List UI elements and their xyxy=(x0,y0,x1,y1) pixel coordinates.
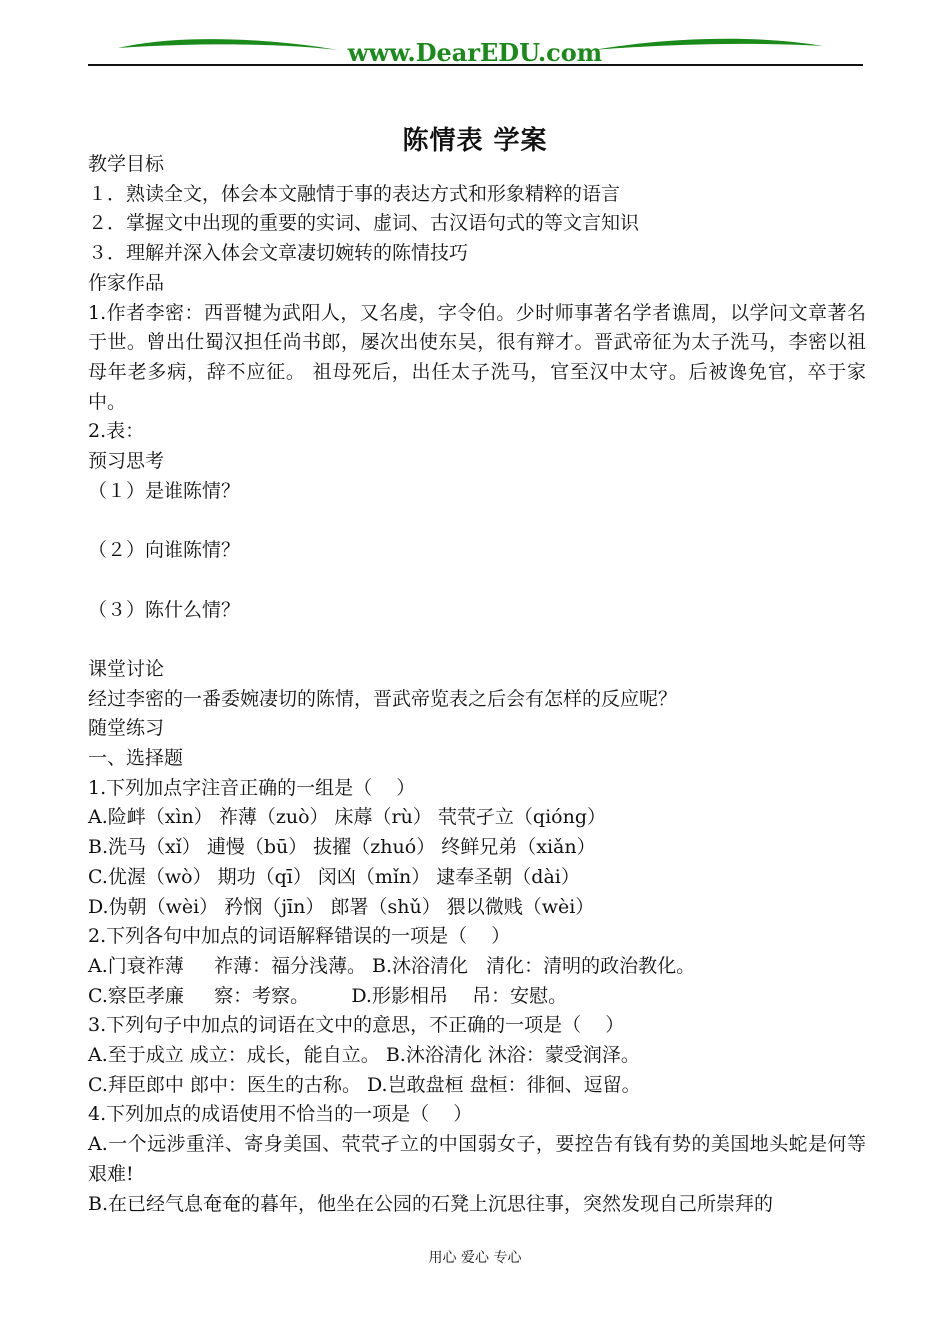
text-line: 经过李密的一番委婉凄切的陈情，晋武帝览表之后会有怎样的反应呢？ xyxy=(88,687,678,710)
page-title: 陈情表 学案 xyxy=(402,126,548,156)
text-line: （３）陈什么情？ xyxy=(88,598,241,621)
site-header xyxy=(88,30,863,70)
text-line: 预习思考 xyxy=(88,450,165,473)
text-line: 教学目标 xyxy=(88,153,165,175)
text-line: C.拜臣郎中 郎中：医生的古称。 D.岂敢盘桓 盘桓：徘徊、逗留。 xyxy=(88,1073,641,1096)
text-line: 1.作者李密：西晋犍为武阳人，又名虔，字令伯。少时师事著名学者谯周，以学问文章著名于世。曾出仕蜀汉担任尚书郎，屡次出使东吴，很有辩才。晋武帝征为太子洗马，李密以祖母年老多病，辞不应征。 祖母死后，出任太子洗马，官至汉中太守。后被谗免官，卒于家中。 xyxy=(88,301,866,413)
text-line: C.察臣孝廉 察：考察。 D.形影相吊 吊：安慰。 xyxy=(88,984,568,1007)
text-line: D.伪朝（wèi） 矜悯（jīn） 郎署（shǔ） 猥以微贱（wèi） xyxy=(88,895,595,918)
text-line: 3.下列句子中加点的词语在文中的意思，不正确的一项是（ ） xyxy=(88,1014,625,1037)
header-rule xyxy=(88,64,863,66)
text-line: 作家作品 xyxy=(88,271,165,294)
text-line: 2.表： xyxy=(88,420,145,443)
text-line: 随堂练习 xyxy=(88,717,165,740)
text-line: ２．掌握文中出现的重要的实词、虚词、古汉语句式的等文言知识 xyxy=(88,212,640,235)
text-line: 课堂讨论 xyxy=(88,657,165,680)
text-line: 一、选择题 xyxy=(88,747,184,770)
blank-line xyxy=(88,506,866,536)
text-line: 2.下列各句中加点的词语解释错误的一项是（ ） xyxy=(88,925,511,948)
blank-line xyxy=(88,625,866,655)
page-footer: 用心 爱心 专心 xyxy=(428,1250,522,1266)
document-body xyxy=(88,150,866,1219)
text-line: 1.下列加点字注音正确的一组是（ ） xyxy=(88,776,416,799)
text-line: B.在已经气息奄奄的暮年，他坐在公园的石凳上沉思往事，突然发现自己所崇拜的 xyxy=(88,1192,774,1215)
text-line: （２）向谁陈情？ xyxy=(88,539,241,562)
text-line: １．熟读全文，体会本文融情于事的表达方式和形象精粹的语言 xyxy=(88,182,621,205)
text-line: B.洗马（xǐ） 逋慢（bū） 拔擢（zhuó） 终鲜兄弟（xiǎn） xyxy=(88,836,596,859)
blank-line xyxy=(88,566,866,596)
text-line: （１）是谁陈情？ xyxy=(88,479,241,502)
site-logo-text: www.DearEDU.com xyxy=(347,38,603,64)
text-line: A.一个远涉重洋、寄身美国、茕茕孑立的中国弱女子，要控告有钱有势的美国地头蛇是何等艰难! xyxy=(88,1133,866,1185)
header-swoosh xyxy=(88,30,863,64)
text-line: A.门衰祚薄 祚薄：福分浅薄。 B.沐浴清化 清化：清明的政治教化。 xyxy=(88,954,696,977)
text-line: C.优渥（wò） 期功（qī） 闵凶（mǐn） 逮奉圣朝（dài） xyxy=(88,865,580,888)
text-line: A.险衅（xìn） 祚薄（zuò） 床蓐（rù） 茕茕孑立（qióng） xyxy=(88,806,606,829)
text-line: A.至于成立 成立：成长，能自立。 B.沐浴清化 沐浴：蒙受润泽。 xyxy=(88,1044,640,1067)
text-line: ３．理解并深入体会文章凄切婉转的陈情技巧 xyxy=(88,242,469,265)
text-line: 4.下列加点的成语使用不恰当的一项是（ ） xyxy=(88,1103,473,1126)
